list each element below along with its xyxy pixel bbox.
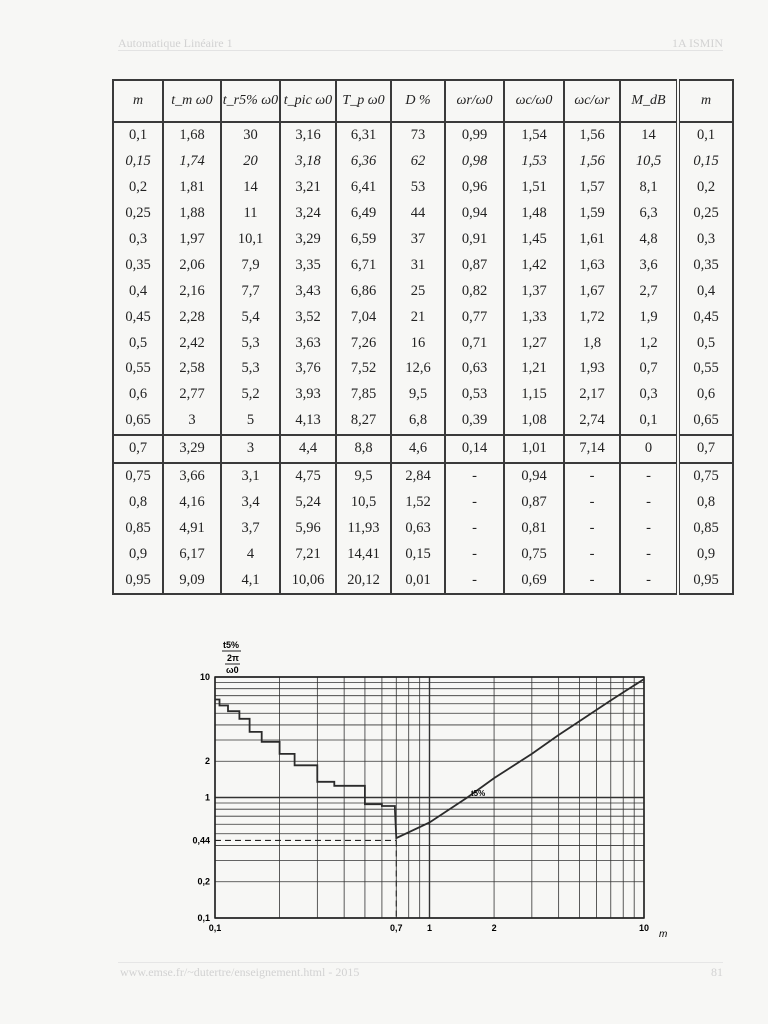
table-cell: 0,6 [678,382,733,408]
y-axis-label-fraction-num: 2π [227,653,239,663]
table-cell: 2,42 [163,330,221,356]
table-cell: 9,5 [391,382,445,408]
table-cell: 0,85 [113,515,163,541]
table-cell: 0,15 [678,149,733,175]
table-cell: 0,87 [504,489,564,515]
page-footer [118,962,723,979]
table-cell: 0,4 [678,278,733,304]
table-cell: 4,75 [280,463,336,490]
table-cell: 14 [620,122,678,149]
table-cell: - [564,541,620,567]
table-cell: - [445,463,504,490]
header-m-right: m [678,80,733,122]
table-cell: - [445,489,504,515]
table-cell: 0,5 [678,330,733,356]
table-cell: 6,8 [391,408,445,435]
table-cell: 3,93 [280,382,336,408]
table-cell: 20,12 [336,567,391,594]
table-cell: 0,3 [678,227,733,253]
table-cell: 5 [221,408,280,435]
table-cell: 0,9 [113,541,163,567]
table-cell: - [564,489,620,515]
table-cell: 0,14 [445,435,504,463]
table-cell: 7,85 [336,382,391,408]
x-tick-label: 1 [426,923,433,933]
table-cell: 1,52 [391,489,445,515]
header-tm: t_m ω0 [163,80,221,122]
table-cell: 0,75 [504,541,564,567]
table-cell: - [445,541,504,567]
table-cell: 1,42 [504,252,564,278]
table-cell: 0,35 [678,252,733,278]
table-cell: 5,96 [280,515,336,541]
table-cell: 6,3 [620,201,678,227]
table-cell: 1,21 [504,356,564,382]
table-cell: 1,33 [504,304,564,330]
table-cell: 0,2 [678,175,733,201]
header-tr5: t_r5% ω0 [221,80,280,122]
table-cell: 44 [391,201,445,227]
x-tick-labels [209,923,649,933]
table-cell: 0,8 [113,489,163,515]
table-cell: 0,6 [113,382,163,408]
table-cell: 8,8 [336,435,391,463]
table-cell: 0,7 [113,435,163,463]
table-cell: 4 [221,541,280,567]
table-cell: 0,25 [678,201,733,227]
table-cell: 37 [391,227,445,253]
table-cell: 10,1 [221,227,280,253]
table-cell: - [564,515,620,541]
table-cell: - [620,567,678,594]
table-cell: 4,13 [280,408,336,435]
table-cell: 2,74 [564,408,620,435]
table-cell: 12,6 [391,356,445,382]
table-cell: 11 [221,201,280,227]
table-cell: 0,7 [620,356,678,382]
table-cell: 5,24 [280,489,336,515]
table-cell: 0,15 [391,541,445,567]
table-cell: 1,88 [163,201,221,227]
table-cell: 4,16 [163,489,221,515]
table-cell: 0,1 [620,408,678,435]
header-tpic: t_pic ω0 [280,80,336,122]
table-cell: 0,4 [113,278,163,304]
table-cell: 0,82 [445,278,504,304]
table-cell: 6,71 [336,252,391,278]
table-cell: 9,09 [163,567,221,594]
page-number: 81 [711,965,723,979]
table-cell: 7,9 [221,252,280,278]
table-cell: - [564,567,620,594]
table-cell: 5,3 [221,356,280,382]
table-cell: 0,1 [113,122,163,149]
table-cell: 0,25 [113,201,163,227]
table-cell: 0,39 [445,408,504,435]
header-wc-wr: ωc/ωr [564,80,620,122]
table-cell: 0,95 [113,567,163,594]
table-cell: 4,4 [280,435,336,463]
table-cell: 9,5 [336,463,391,490]
table-cell: 3,16 [280,122,336,149]
table-cell: 10,5 [620,149,678,175]
table-cell: 3,1 [221,463,280,490]
table-cell: 0,75 [678,463,733,490]
table-cell: 0,5 [113,330,163,356]
table-cell: - [620,463,678,490]
table-cell: 1,08 [504,408,564,435]
table-cell: 14,41 [336,541,391,567]
y-axis-label-fraction-den: ω0 [226,665,239,675]
table-cell: 1,01 [504,435,564,463]
header-tp: T_p ω0 [336,80,391,122]
table-cell: 0 [620,435,678,463]
table-cell: 3 [221,435,280,463]
table-cell: 8,27 [336,408,391,435]
table-cell: 0,55 [678,356,733,382]
table-cell: 11,93 [336,515,391,541]
table-cell: 2,7 [620,278,678,304]
table-cell: 1,57 [564,175,620,201]
table-cell: 0,63 [445,356,504,382]
x-tick-label: 10 [638,923,650,933]
table-cell: 3,66 [163,463,221,490]
table-cell: 3,35 [280,252,336,278]
table-cell: 1,93 [564,356,620,382]
table-cell: 0,1 [678,122,733,149]
header-m: m [113,80,163,122]
table-cell: 21 [391,304,445,330]
table-cell: 1,9 [620,304,678,330]
footer-url: www.emse.fr/~dutertre/enseignement.html - 2015 [120,965,360,979]
table-cell: 0,85 [678,515,733,541]
table-cell: 0,87 [445,252,504,278]
table-cell: 0,94 [445,201,504,227]
table-cell: 16 [391,330,445,356]
table-cell: 0,8 [678,489,733,515]
table-cell: 0,91 [445,227,504,253]
table-cell: 1,53 [504,149,564,175]
table-cell: 1,61 [564,227,620,253]
table-cell: 0,94 [504,463,564,490]
table-cell: 6,86 [336,278,391,304]
table-cell: 3,4 [221,489,280,515]
table-cell: 0,99 [445,122,504,149]
table-cell: 3,6 [620,252,678,278]
x-tick-label: 0,7 [390,923,403,933]
table-cell: 2,06 [163,252,221,278]
table-cell: 3 [163,408,221,435]
table-cell: 6,41 [336,175,391,201]
table-cell: 0,01 [391,567,445,594]
table-cell: 1,97 [163,227,221,253]
table-cell: 1,74 [163,149,221,175]
table-cell: 31 [391,252,445,278]
table-cell: 1,63 [564,252,620,278]
table-cell: - [564,463,620,490]
y-tick-labels [192,672,210,923]
table-cell: 5,2 [221,382,280,408]
table-cell: 0,45 [113,304,163,330]
y-tick-label: 2 [204,756,210,767]
table-cell: 2,17 [564,382,620,408]
y-tick-label: 0,1 [197,913,210,923]
table-cell: 8,1 [620,175,678,201]
table-cell: 0,98 [445,149,504,175]
table-cell: 0,9 [678,541,733,567]
table-cell: 10,06 [280,567,336,594]
table-cell: 4,91 [163,515,221,541]
table-cell: 1,2 [620,330,678,356]
table-cell: 7,26 [336,330,391,356]
table-cell: 3,52 [280,304,336,330]
table-cell: 0,3 [113,227,163,253]
table-cell: 7,21 [280,541,336,567]
x-axis-label: m [659,929,668,940]
table-cell: 2,28 [163,304,221,330]
table-cell: 2,58 [163,356,221,382]
table-cell: 4,8 [620,227,678,253]
table-cell: 3,76 [280,356,336,382]
table-cell: 3,29 [163,435,221,463]
table-cell: 7,14 [564,435,620,463]
table-cell: 0,75 [113,463,163,490]
table-cell: 2,84 [391,463,445,490]
table-cell: 0,3 [620,382,678,408]
table-cell: 73 [391,122,445,149]
table-cell: 5,4 [221,304,280,330]
table-cell: 1,56 [564,149,620,175]
table-cell: 4,6 [391,435,445,463]
table-cell: 7,04 [336,304,391,330]
chart-reference-lines [215,840,396,918]
table-cell: 6,59 [336,227,391,253]
y-tick-label: 0,2 [197,876,210,887]
table-cell: 10,5 [336,489,391,515]
table-cell: 0,69 [504,567,564,594]
table-cell: 1,72 [564,304,620,330]
table-cell: 1,59 [564,201,620,227]
header-d: D % [391,80,445,122]
table-cell: 3,18 [280,149,336,175]
y-tick-label: 10 [199,672,210,682]
table-cell: - [445,567,504,594]
table-cell: 4,1 [221,567,280,594]
table-cell: 1,37 [504,278,564,304]
table-cell: 0,2 [113,175,163,201]
table-cell: 20 [221,149,280,175]
table-cell: 0,53 [445,382,504,408]
table-cell: 1,68 [163,122,221,149]
table-cell: 14 [221,175,280,201]
table-cell: 30 [221,122,280,149]
table-cell: 53 [391,175,445,201]
table-cell: 3,21 [280,175,336,201]
table-cell: - [620,541,678,567]
table-cell: 3,43 [280,278,336,304]
chart-grid [215,677,644,918]
y-tick-label: 0,44 [192,835,210,846]
table-cell: 1,51 [504,175,564,201]
series-label: t5% [471,789,486,798]
table-cell: 2,16 [163,278,221,304]
table-cell: 1,45 [504,227,564,253]
table-cell: 0,65 [678,408,733,435]
header-wr-w0: ωr/ω0 [445,80,504,122]
table-cell: 6,31 [336,122,391,149]
header-course-title: Automatique Linéaire 1 [118,36,233,50]
table-cell: 1,67 [564,278,620,304]
table-cell: 3,29 [280,227,336,253]
table-cell: 0,77 [445,304,504,330]
table-cell: 6,17 [163,541,221,567]
table-cell: 0,65 [113,408,163,435]
table-cell: 1,54 [504,122,564,149]
table-cell: - [620,515,678,541]
table-cell: 0,71 [445,330,504,356]
table-cell: 0,7 [678,435,733,463]
table-cell: 1,15 [504,382,564,408]
table-cell: - [620,489,678,515]
table-cell: 0,81 [504,515,564,541]
x-tick-label: 0,1 [208,923,222,933]
table-cell: 1,81 [163,175,221,201]
table-cell: 5,3 [221,330,280,356]
table-cell: 62 [391,149,445,175]
y-axis-label-top: t5% [223,640,240,650]
x-tick-label: 2 [491,923,497,933]
header-wc-w0: ωc/ω0 [504,80,564,122]
table-cell: 0,63 [391,515,445,541]
table-cell: 1,8 [564,330,620,356]
table-cell: 0,55 [113,356,163,382]
table-cell: 6,49 [336,201,391,227]
table-cell: 1,27 [504,330,564,356]
table-cell: 1,48 [504,201,564,227]
table-cell: 3,7 [221,515,280,541]
table-cell: 6,36 [336,149,391,175]
header-mdb: M_dB [620,80,678,122]
table-cell: 0,95 [678,567,733,594]
table-cell: 25 [391,278,445,304]
y-tick-label: 1 [204,792,210,803]
table-cell: 2,77 [163,382,221,408]
table-cell: - [445,515,504,541]
table-cell: 0,35 [113,252,163,278]
table-cell: 0,15 [113,149,163,175]
table-cell: 0,96 [445,175,504,201]
header-school: 1A ISMIN [671,36,723,50]
table-cell: 7,7 [221,278,280,304]
table-cell: 1,56 [564,122,620,149]
table-cell: 7,52 [336,356,391,382]
table-cell: 0,45 [678,304,733,330]
table-cell: 3,63 [280,330,336,356]
table-cell: 3,24 [280,201,336,227]
